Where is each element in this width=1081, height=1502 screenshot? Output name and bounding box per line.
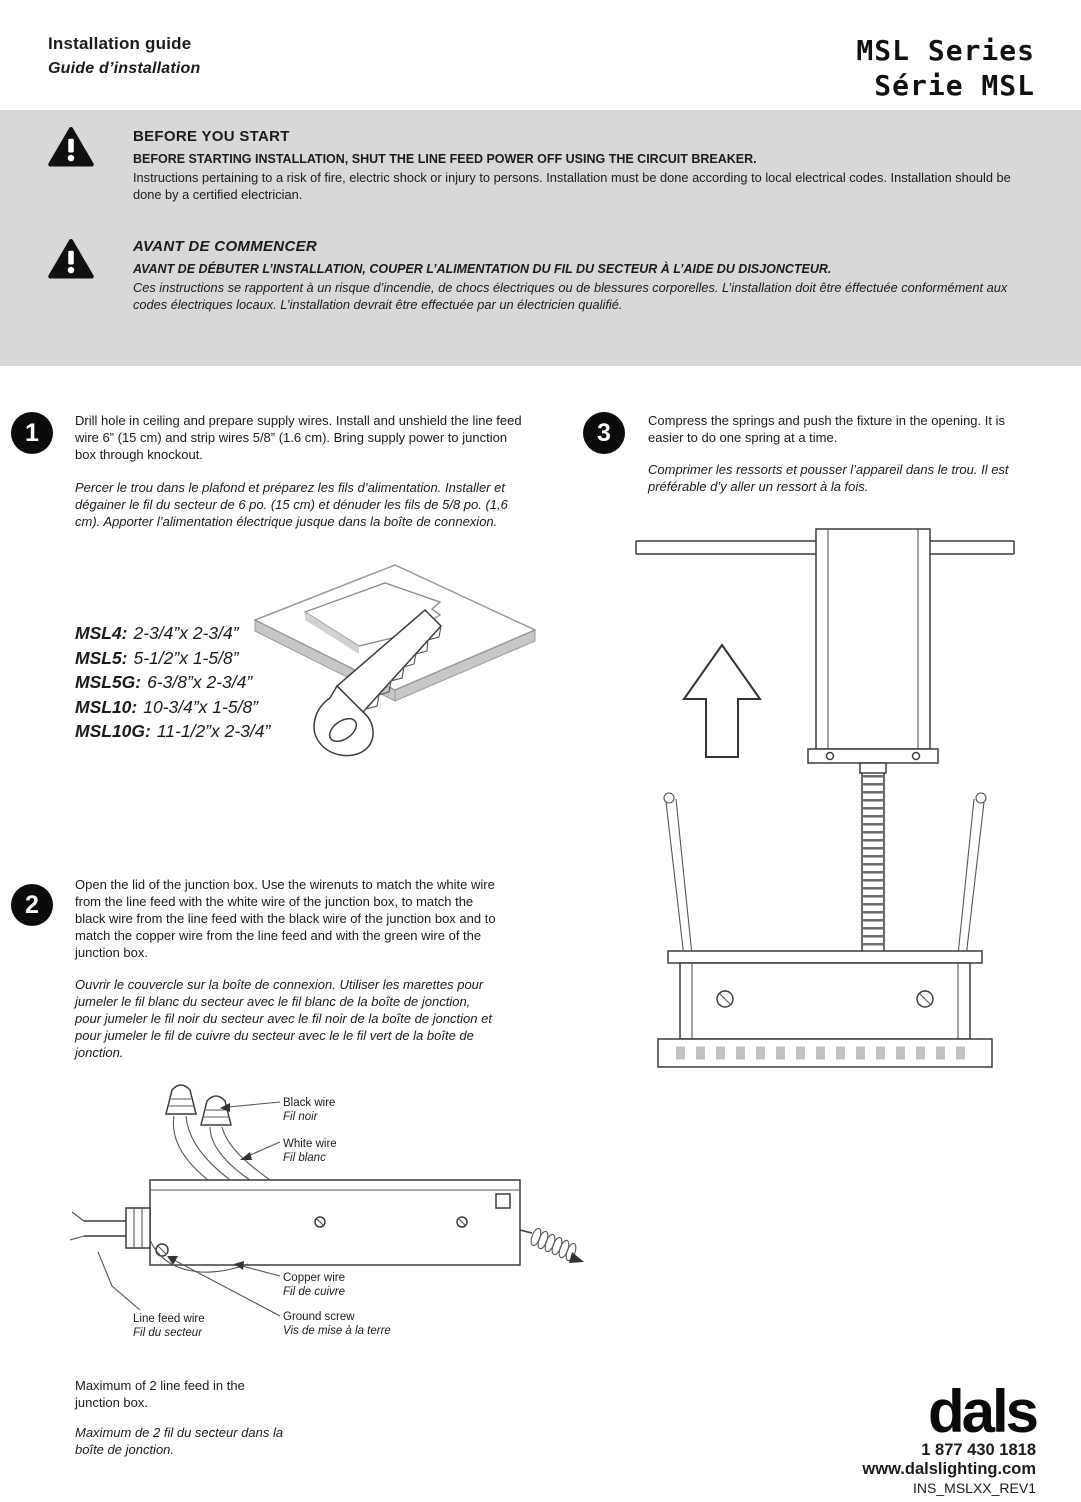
step-3-number: 3: [597, 418, 611, 447]
step-3-text-fr: Comprimer les ressorts et pousser l’appareil dans le trou. Il est préférable d’y aller un ressort à la fois.: [648, 462, 1009, 494]
footer-doc-id: INS_MSLXX_REV1: [913, 1480, 1036, 1496]
step-2-text-en: Open the lid of the junction box. Use the wirenuts to match the white wire from the line feed with the white wire of the junction box, to match the black wire from the line feed with the black wire of the junction box and to match the copper wire from the line feed and with the green wire of the junction box.: [75, 877, 496, 960]
fixture-installation-illustration: [630, 527, 1020, 1097]
series-title-en: MSL Series: [856, 34, 1035, 67]
footer-website: www.dalslighting.com: [862, 1460, 1036, 1478]
warning-icon-fr: [48, 238, 94, 280]
size-dimensions: 10-3/4”x 1-5/8”: [143, 696, 259, 717]
warning-power-line-en: BEFORE STARTING INSTALLATION, SHUT THE LINE FEED POWER OFF USING THE CIRCUIT BREAKER.: [133, 152, 757, 166]
step-1-badge: [11, 412, 53, 454]
footer: [862, 1378, 1036, 1497]
size-model: MSL10G:: [75, 721, 151, 741]
label-copper-wire-fr: Fil de cuivre: [283, 1286, 345, 1298]
step-1-number: 1: [25, 418, 39, 447]
step-2-text-fr: Ouvrir le couvercle sur la boîte de connexion. Utiliser les marettes pour jumeler le fil blanc du secteur avec le fil blanc de la boîte de jonction, pour jumeler le fil noir du secteur avec le fil noir de la boîte de jonction et pour jumeler le fil de cuivre du secteur avec le le fil vert de la boîte de jonction.: [75, 977, 492, 1060]
series-title: [856, 33, 1035, 103]
size-dimensions: 6-3/8”x 2-3/4”: [147, 672, 253, 692]
label-black-wire: [283, 1096, 335, 1124]
warning-icon-en: [48, 126, 94, 168]
warning-heading-en: BEFORE YOU START: [133, 128, 290, 145]
label-white-wire-fr: Fil blanc: [283, 1152, 326, 1164]
size-dimensions: 11-1/2”x 2-3/4”: [156, 721, 271, 741]
size-model: MSL5:: [75, 647, 128, 668]
warning-heading-fr: AVANT DE COMMENCER: [133, 238, 318, 255]
warning-banner: [0, 110, 1081, 366]
label-white-wire-en: White wire: [283, 1138, 337, 1150]
ceiling-cutout-illustration: [235, 550, 545, 775]
warning-power-line-fr: AVANT DE DÉBUTER L’INSTALLATION, COUPER L’ALIMENTATION DU FIL DU SECTEUR À L’AIDE DU DISJONCTEUR.: [133, 262, 832, 276]
warning-triangle-icon: [48, 126, 94, 168]
warning-body-en: Instructions pertaining to a risk of fire, electric shock or injury to persons. Installation must be done according to local electrical codes. Installation should be done by a certified electrician.: [133, 170, 1011, 202]
size-dimensions: 2-3/4”x 2-3/4”: [133, 623, 239, 643]
label-black-wire-fr: Fil noir: [283, 1111, 318, 1123]
label-copper-wire-en: Copper wire: [283, 1272, 345, 1284]
note-max-line-feed-en: Maximum of 2 line feed in the junction box.: [75, 1378, 245, 1410]
step-3-badge: [583, 412, 625, 454]
warning-triangle-icon: [48, 238, 94, 280]
series-title-fr: Série MSL: [874, 69, 1035, 102]
doc-title-fr: Guide d’installation: [48, 60, 201, 77]
label-line-feed-wire-en: Line feed wire: [133, 1313, 205, 1325]
step-2-badge: [11, 884, 53, 926]
size-model: MSL10:: [75, 696, 138, 717]
step-1-text-fr: Percer le trou dans le plafond et préparez les fils d’alimentation. Installer et dégainer le fil du secteur de 6 po. (15 cm) et dénuder les fils de 5/8 po. (1,6 cm). Apporter l’alimentation électrique jusque dans la boîte de connexion.: [75, 480, 508, 529]
label-copper-wire: [283, 1271, 345, 1299]
size-model: MSL5G:: [75, 672, 142, 692]
warning-body-fr: Ces instructions se rapportent à un risque d’incendie, de chocs électriques ou de blessures corporelles. L’installation doit être éffectuée conformément aux codes électriques locaux. L’installation devrait être effectuée par un électricien qualifié.: [133, 280, 1008, 312]
step-3-text-en: Compress the springs and push the fixture in the opening. It is easier to do one spring at a time.: [648, 413, 1005, 445]
label-line-feed-wire: [133, 1312, 205, 1340]
footer-phone: 1 877 430 1818: [921, 1441, 1036, 1459]
size-model: MSL4:: [75, 623, 128, 643]
step-2-number: 2: [25, 890, 39, 919]
label-ground-screw-en: Ground screw: [283, 1311, 355, 1323]
doc-title-en: Installation guide: [48, 34, 192, 53]
label-ground-screw-fr: Vis de mise à la terre: [283, 1325, 391, 1337]
label-line-feed-wire-fr: Fil du secteur: [133, 1327, 203, 1339]
size-dimensions: 5-1/2”x 1-5/8”: [133, 647, 239, 668]
note-max-line-feed-fr: Maximum de 2 fil du secteur dans la boîte de jonction.: [75, 1425, 284, 1457]
step-1-text-en: Drill hole in ceiling and prepare supply wires. Install and unshield the line feed wire 6” (15 cm) and strip wires 5/8” (1.6 cm). Bring supply power to junction box through knockout.: [75, 413, 522, 462]
label-white-wire: [283, 1137, 337, 1165]
label-ground-screw: [283, 1310, 391, 1338]
label-black-wire-en: Black wire: [283, 1097, 336, 1109]
dals-logo: dals: [927, 1378, 1036, 1445]
